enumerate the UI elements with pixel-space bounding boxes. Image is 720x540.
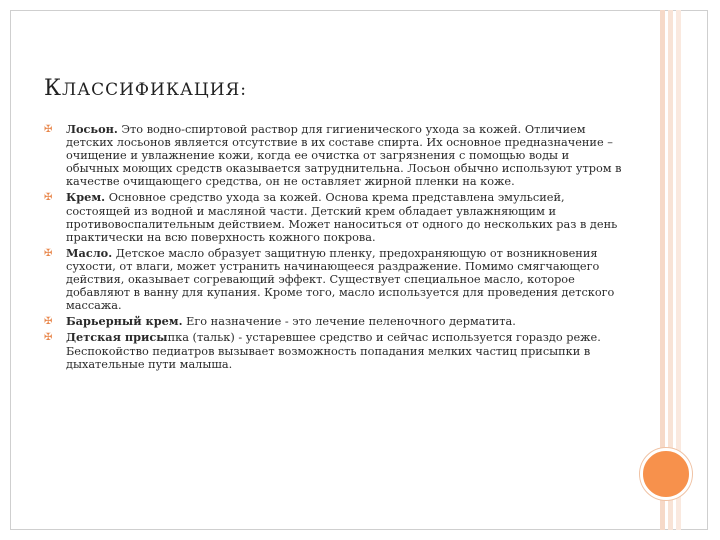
- title-initial: К: [44, 76, 63, 101]
- item-text: Основное средство ухода за кожей. Основа крема представлена эмульсией, состоящей из водной и масляной части. Детский крем обладает увлажняющим и противовоспалительным действием. Может наноситься от одного до нескольких раз в день практически на всю поверхность кожного покрова.: [66, 191, 618, 244]
- item-term: Масло.: [66, 245, 113, 260]
- item-term: Крем.: [66, 190, 106, 205]
- item-term: Лосьон.: [66, 122, 118, 136]
- cross-bullet-icon: ✠: [44, 124, 53, 135]
- item-text: Детское масло образует защитную пленку, предохраняющую от возникновения сухости, от влаги, может устранить начинающееся раздражение. Помимо смягчающего действия, оказывает согревающий эффект. Существует специальное масло, которое добавляют в ванну для купания. Кроме того, масло используется для проведения детского массажа.: [66, 246, 615, 313]
- list-item-powder: [44, 331, 624, 370]
- item-text: пка (тальк) - устаревшее средство и сейчас используется гораздо реже. Беспокойство педиатров вызывает возможность попадания мелких частиц присыпки в дыхательные пути малыша.: [66, 331, 601, 371]
- list-item-barrier-cream: [44, 315, 624, 328]
- decorative-circle: [640, 448, 692, 500]
- bullet-list: [44, 123, 624, 374]
- slide-title: [44, 76, 247, 101]
- list-item-cream: [44, 191, 624, 243]
- item-text: Это водно-спиртовой раствор для гигиенического ухода за кожей. Отличием детских лосьонов является отсутствие в их составе спирта. Их основное предназначение – очищение и увлажнение кожи, когда ее очистка от загрязнения с помощью воды и обычных моющих средств оказывается затруднительна. Лосьон обычно используют утром в качестве очищающего средства, он не оставляет жирной пленки на коже.: [66, 123, 622, 189]
- cross-bullet-icon: ✠: [44, 332, 53, 344]
- list-item-lotion: [44, 123, 624, 188]
- item-term: Детская присы: [66, 330, 168, 345]
- cross-bullet-icon: ✠: [44, 316, 53, 328]
- cross-bullet-icon: ✠: [44, 247, 53, 259]
- list-item-oil: [44, 247, 624, 312]
- item-term: Барьерный крем.: [66, 314, 183, 329]
- title-rest: ЛАССИФИКАЦИЯ:: [62, 80, 248, 100]
- item-text: Его назначение - это лечение пеленочного дерматита.: [182, 315, 516, 329]
- cross-bullet-icon: ✠: [44, 192, 53, 204]
